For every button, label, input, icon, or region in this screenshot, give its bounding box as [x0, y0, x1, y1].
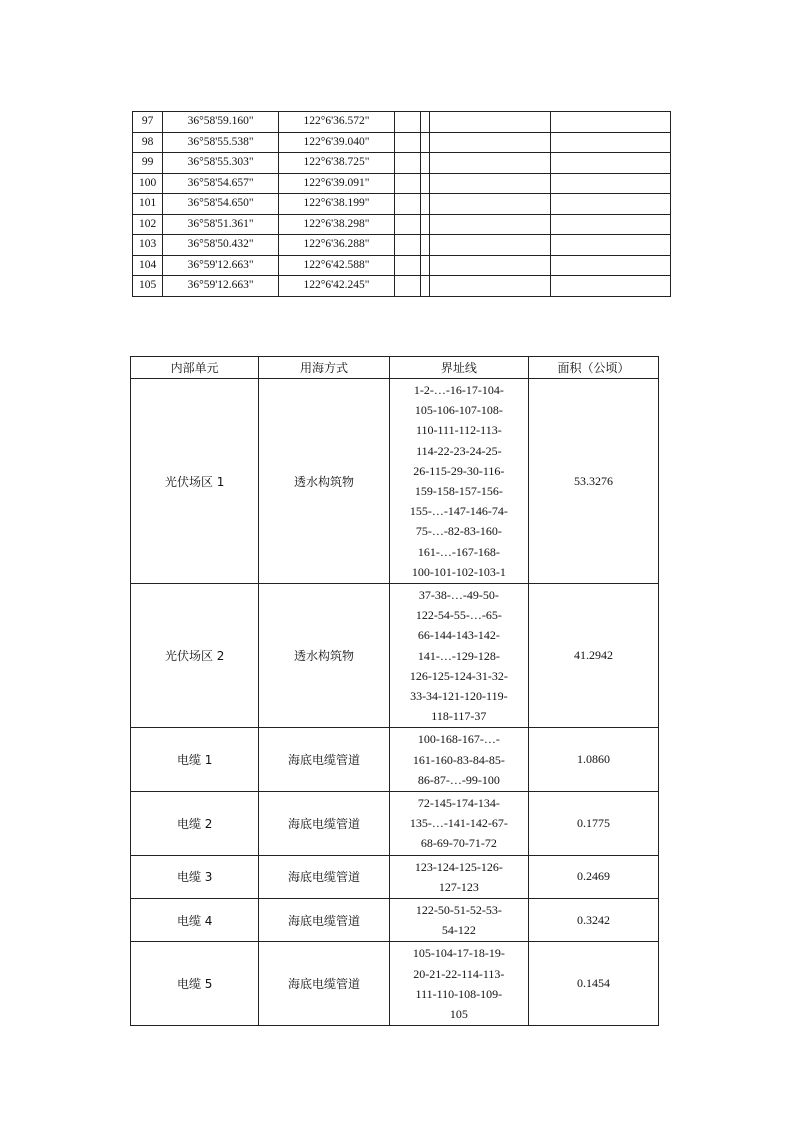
latitude-cell: 36°59'12.663"	[163, 255, 279, 276]
longitude-cell: 122°6'42.588"	[279, 255, 395, 276]
boundary-line-text: 161-160-83-84-85-	[412, 752, 505, 767]
table-row	[131, 942, 659, 1026]
table-row	[133, 194, 671, 215]
boundary-line-text: 118-117-37	[431, 709, 487, 724]
sea-use-method-cell: 海底电缆管道	[259, 899, 389, 942]
boundary-line-text: 33-34-121-120-119-	[410, 689, 508, 704]
empty-cell	[430, 112, 551, 133]
latitude-cell: 36°58'54.657"	[163, 173, 279, 194]
empty-cell	[430, 173, 551, 194]
area-cell: 0.3242	[529, 899, 659, 942]
boundary-line-text: 155-…-147-146-74-	[409, 504, 508, 519]
table-row	[133, 153, 671, 174]
empty-cell	[430, 214, 551, 235]
header-boundary: 界址线	[389, 357, 528, 379]
boundary-line-text: 105-104-17-18-19-	[412, 946, 505, 961]
empty-cell	[430, 153, 551, 174]
boundary-line-cell	[389, 942, 528, 1026]
boundary-line-text: 100-168-167-…-	[417, 732, 500, 747]
empty-cell	[430, 194, 551, 215]
longitude-cell: 122°6'38.298"	[279, 214, 395, 235]
table-row	[133, 276, 671, 297]
boundary-line-text: 135-…-141-142-67-	[409, 816, 508, 831]
latitude-cell: 36°58'51.361"	[163, 214, 279, 235]
internal-unit-table	[130, 356, 659, 1026]
empty-cell	[551, 112, 671, 133]
header-method: 用海方式	[259, 357, 389, 379]
sea-use-method-cell: 透水构筑物	[259, 379, 389, 584]
area-cell: 53.3276	[529, 379, 659, 584]
point-number: 99	[133, 153, 163, 174]
sea-use-method-cell: 海底电缆管道	[259, 792, 389, 856]
unit-name-cell: 光伏场区 1	[131, 379, 259, 584]
boundary-line-cell	[389, 792, 528, 856]
boundary-line-cell	[389, 379, 528, 584]
boundary-line-text: 141-…-129-128-	[417, 648, 500, 663]
area-cell: 0.1454	[529, 942, 659, 1026]
latitude-cell: 36°59'12.663"	[163, 276, 279, 297]
table-row	[133, 235, 671, 256]
header-row	[131, 357, 659, 379]
table-row	[133, 132, 671, 153]
sea-use-method-cell: 海底电缆管道	[259, 855, 389, 898]
sea-use-method-cell: 海底电缆管道	[259, 942, 389, 1026]
latitude-cell: 36°58'59.160"	[163, 112, 279, 133]
latitude-cell: 36°58'50.432"	[163, 235, 279, 256]
boundary-line-text: 1-2-…-16-17-104-	[413, 383, 504, 397]
boundary-line-text: 122-54-55-…-65-	[415, 608, 502, 623]
longitude-cell: 122°6'39.091"	[279, 173, 395, 194]
empty-cell	[394, 194, 420, 215]
boundary-line-text: 161-…-167-168-	[417, 544, 500, 559]
empty-cell	[421, 132, 430, 153]
unit-name-cell: 电缆 3	[131, 855, 259, 898]
empty-cell	[551, 235, 671, 256]
empty-cell	[421, 153, 430, 174]
empty-cell	[394, 276, 420, 297]
boundary-line-cell	[389, 584, 528, 728]
empty-cell	[430, 255, 551, 276]
header-unit: 内部单元	[131, 357, 259, 379]
sea-use-method-cell: 海底电缆管道	[259, 728, 389, 792]
sea-use-method-cell: 透水构筑物	[259, 584, 389, 728]
boundary-line-text: 111-110-108-109-	[415, 986, 503, 1001]
unit-name-cell: 电缆 4	[131, 899, 259, 942]
table-row	[133, 214, 671, 235]
empty-cell	[394, 214, 420, 235]
point-number: 104	[133, 255, 163, 276]
table-row	[133, 173, 671, 194]
area-cell: 0.2469	[529, 855, 659, 898]
empty-cell	[394, 173, 420, 194]
boundary-line-text: 75-…-82-83-160-	[415, 524, 502, 539]
empty-cell	[551, 214, 671, 235]
boundary-line-text: 20-21-22-114-113-	[413, 966, 505, 981]
boundary-line-text: 105-106-107-108-	[414, 403, 503, 418]
unit-name-cell: 电缆 5	[131, 942, 259, 1026]
empty-cell	[430, 235, 551, 256]
empty-cell	[430, 132, 551, 153]
table-row	[131, 728, 659, 792]
longitude-cell: 122°6'36.288"	[279, 235, 395, 256]
latitude-cell: 36°58'55.538"	[163, 132, 279, 153]
boundary-line-text: 37-38-…-49-50-	[418, 588, 499, 603]
point-number: 101	[133, 194, 163, 215]
empty-cell	[551, 173, 671, 194]
latitude-cell: 36°58'55.303"	[163, 153, 279, 174]
empty-cell	[551, 194, 671, 215]
point-number: 102	[133, 214, 163, 235]
empty-cell	[394, 255, 420, 276]
table-row	[131, 855, 659, 898]
unit-name-cell: 电缆 2	[131, 792, 259, 856]
table-row	[133, 255, 671, 276]
unit-name-cell: 光伏场区 2	[131, 584, 259, 728]
table-row	[131, 899, 659, 942]
boundary-line-text: 68-69-70-71-72	[420, 836, 497, 851]
empty-cell	[421, 235, 430, 256]
empty-cell	[551, 132, 671, 153]
empty-cell	[394, 153, 420, 174]
area-cell: 1.0860	[529, 728, 659, 792]
empty-cell	[421, 194, 430, 215]
point-number: 103	[133, 235, 163, 256]
point-number: 100	[133, 173, 163, 194]
boundary-line-text: 66-144-143-142-	[417, 628, 500, 643]
longitude-cell: 122°6'42.245"	[279, 276, 395, 297]
boundary-line-cell	[389, 899, 528, 942]
boundary-line-text: 126-125-124-31-32-	[409, 668, 508, 683]
point-number: 105	[133, 276, 163, 297]
empty-cell	[551, 255, 671, 276]
empty-cell	[421, 276, 430, 297]
empty-cell	[421, 214, 430, 235]
boundary-line-text: 114-22-23-24-25-	[416, 443, 502, 458]
boundary-line-cell	[389, 728, 528, 792]
area-cell: 0.1775	[529, 792, 659, 856]
table-row	[133, 112, 671, 133]
point-number: 97	[133, 112, 163, 133]
boundary-line-text: 86-87-…-99-100	[417, 772, 500, 787]
longitude-cell: 122°6'39.040"	[279, 132, 395, 153]
boundary-line-text: 122-50-51-52-53-	[415, 903, 502, 918]
area-cell: 41.2942	[529, 584, 659, 728]
boundary-line-text: 110-111-112-113-	[415, 423, 502, 438]
empty-cell	[421, 173, 430, 194]
empty-cell	[421, 255, 430, 276]
boundary-line-text: 159-158-157-156-	[414, 484, 503, 499]
table-row	[131, 584, 659, 728]
header-area: 面积（公顷）	[529, 357, 659, 379]
empty-cell	[394, 112, 420, 133]
boundary-line-text: 54-122	[441, 923, 476, 938]
boundary-line-text: 105	[449, 1007, 468, 1022]
table-row	[131, 379, 659, 584]
longitude-cell: 122°6'38.199"	[279, 194, 395, 215]
longitude-cell: 122°6'38.725"	[279, 153, 395, 174]
latitude-cell: 36°58'54.650"	[163, 194, 279, 215]
empty-cell	[430, 276, 551, 297]
empty-cell	[394, 132, 420, 153]
unit-name-cell: 电缆 1	[131, 728, 259, 792]
boundary-line-text: 72-145-174-134-	[417, 796, 500, 811]
boundary-line-text: 26-115-29-30-116-	[413, 463, 505, 478]
longitude-cell: 122°6'36.572"	[279, 112, 395, 133]
empty-cell	[551, 276, 671, 297]
boundary-line-cell	[389, 855, 528, 898]
empty-cell	[394, 235, 420, 256]
empty-cell	[551, 153, 671, 174]
boundary-line-text: 127-123	[438, 879, 479, 894]
coordinate-table	[132, 111, 671, 297]
table-row	[131, 792, 659, 856]
boundary-line-text: 100-101-102-103-1	[411, 564, 506, 579]
empty-cell	[421, 112, 430, 133]
point-number: 98	[133, 132, 163, 153]
boundary-line-text: 123-124-125-126-	[414, 859, 503, 874]
